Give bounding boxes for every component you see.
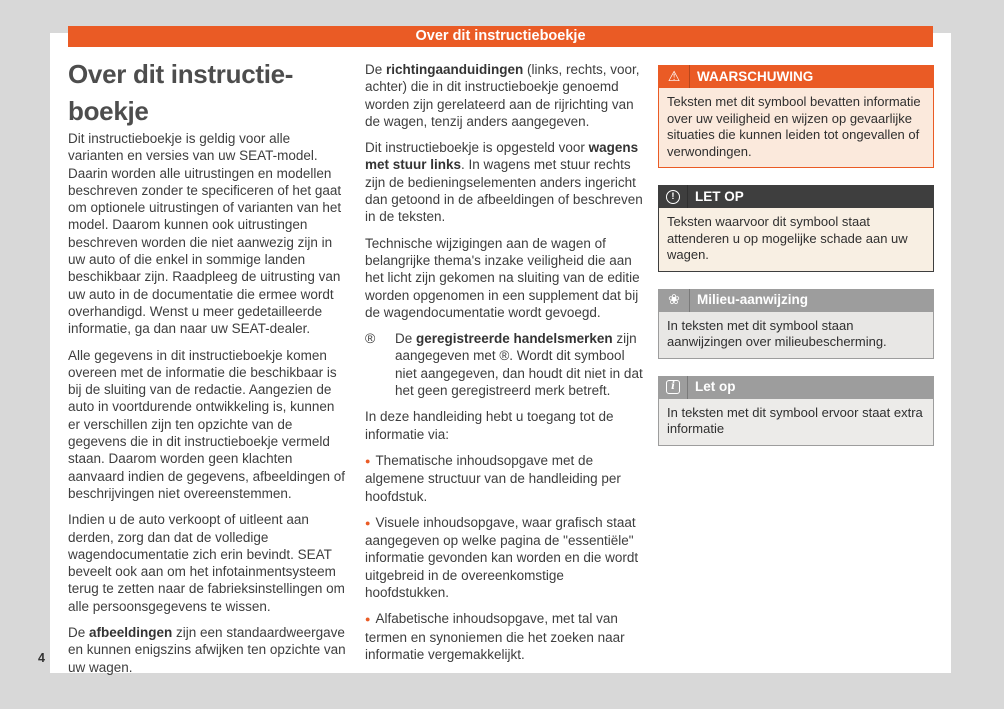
list-item-text: Alfabetische inhoudsopgave, met tal van termen en synoniemen die het zoeken naar informatie vergemakkelijkt. bbox=[365, 611, 625, 662]
header-divider bbox=[689, 289, 690, 312]
paragraph-access-info: In deze handleiding hebt u toegang tot de informatie via: bbox=[365, 409, 614, 442]
header-divider bbox=[687, 376, 688, 399]
environment-box-header bbox=[658, 289, 934, 312]
column-left bbox=[68, 130, 346, 685]
page-number: 4 bbox=[38, 651, 45, 665]
environment-box-title: Milieu-aanwijzing bbox=[697, 292, 809, 308]
bullet-icon: ● bbox=[365, 614, 371, 625]
page-title-line2: boekje bbox=[68, 96, 149, 126]
caution-box-title: LET OP bbox=[695, 188, 744, 204]
paragraph-directions: De richtingaanduidingen (links, rechts, voor, achter) die in dit instructieboekje genoemd worden zijn gerelateerd aan de rijrichting van de wagen, tenzij anders aangegeven. bbox=[365, 62, 640, 129]
warning-box-header bbox=[658, 65, 934, 88]
page-title bbox=[68, 56, 293, 130]
list-item bbox=[365, 610, 645, 663]
flower-icon: ❀ bbox=[668, 292, 680, 308]
paragraph-left-hand-drive: Dit instructieboekje is opgesteld voor wagens met stuur links. In wagens met stuur rechts zijn de bedieningselementen anders ingericht dan getoond in de afbeeldingen of beschreven in de teksten. bbox=[365, 140, 643, 225]
paragraph-selling-car: Indien u de auto verkoopt of uitleent aan derden, zorg dan dat de volledige wagendocumentatie zich erin bevindt. SEAT beveelt ook aan om het infotainmentsysteem terug te zetten naar de fabrieksinstellingen om alle persoonsgegevens te wissen. bbox=[68, 512, 345, 614]
paragraph-variants: Dit instructieboekje is geldig voor alle varianten en versies van uw SEAT-model. Daarin worden alle uitrustingen en modellen beschreven zonder te specificeren of het gaat om optionele uitrustingen of varianten van het model. Daarom kunnen ook uitrustingen beschreven worden die niet aanwezig zijn in uw auto of die enkel in sommige landen beschikbaar zijn. Raadpleeg de uitrusting van uw auto in de documentatie die ermee wordt overhandigd. Wenst u meer gedetailleerde informatie, ga dan naar uw SEAT-dealer. bbox=[68, 131, 342, 337]
warning-triangle-icon: ⚠ bbox=[667, 68, 681, 85]
alert-circle-icon: ! bbox=[666, 190, 680, 204]
page-title-line1: Over dit instructie- bbox=[68, 59, 294, 89]
warning-box bbox=[658, 65, 934, 168]
column-right bbox=[658, 65, 934, 463]
list-item-text: Thematische inhoudsopgave met de algemene structuur van de handleiding per hoofdstuk. bbox=[365, 452, 621, 504]
page-header-title: Over dit instructieboekje bbox=[415, 28, 586, 44]
list-item bbox=[365, 452, 645, 505]
environment-box bbox=[658, 289, 934, 359]
column-middle bbox=[365, 61, 645, 672]
bullet-icon: ● bbox=[365, 517, 371, 528]
paragraph-illustrations: De afbeeldingen zijn een standaardweergave en kunnen enigszins afwijken ten opzichte van uw wagen. bbox=[68, 625, 346, 675]
trademark-note-text: De geregistreerde handelsmerken zijn aangegeven met ®. Wordt dit symbool niet aangegeven, dan houdt dit niet in dat het geen geregistreerd merk betreft. bbox=[395, 331, 643, 399]
note-box-body: In teksten met dit symbool ervoor staat extra informatie bbox=[658, 399, 934, 446]
note-box bbox=[658, 376, 934, 446]
bullet-icon: ● bbox=[365, 455, 371, 466]
list-item-text: Visuele inhoudsopgave, waar grafisch staat aangegeven op welke pagina de "essentiële" informatie gevonden kan worden en die wordt uitgebreid in de overeenkomstige hoofdstukken. bbox=[365, 514, 639, 601]
list-item bbox=[365, 514, 645, 601]
page-header-bar bbox=[68, 26, 933, 47]
caution-box-body: Teksten waarvoor dit symbool staat attenderen u op mogelijke schade aan uw wagen. bbox=[658, 208, 934, 272]
warning-box-title: WAARSCHUWING bbox=[697, 68, 814, 84]
caution-box-header bbox=[658, 185, 934, 208]
info-icon: i bbox=[666, 380, 680, 394]
header-divider bbox=[687, 185, 688, 208]
note-box-header bbox=[658, 376, 934, 399]
warning-box-body: Teksten met dit symbool bevatten informatie over uw veiligheid en wijzen op gevaarlijke situaties die kunnen leiden tot ongevallen of verwondingen. bbox=[658, 88, 934, 168]
note-box-title: Let op bbox=[695, 379, 736, 395]
paragraph-technical-changes: Technische wijzigingen aan de wagen of belangrijke thema's inzake veiligheid die aan het licht zijn gekomen na sluiting van de editie worden opgenomen in een supplement dat bij de wagendocumentatie wordt gevoegd. bbox=[365, 235, 640, 320]
trademark-note bbox=[365, 330, 645, 399]
paragraph-data-accuracy: Alle gegevens in dit instructieboekje komen overeen met de informatie die beschikbaar is bij de sluiting van de redactie. Aangezien de auto in voortdurende ontwikkeling is, kunnen er verschillen zijn ten opzichte van de gegevens die in dit instructieboekje vermeld staan. Daarom worden geen klachten aanvaard indien de gegevens, afbeeldingen of beschrijvingen niet overeenstemmen. bbox=[68, 347, 345, 501]
environment-box-body: In teksten met dit symbool staan aanwijzingen over milieubescherming. bbox=[658, 312, 934, 359]
caution-box bbox=[658, 185, 934, 272]
header-divider bbox=[689, 65, 690, 88]
registered-trademark-icon: ® bbox=[365, 330, 376, 347]
